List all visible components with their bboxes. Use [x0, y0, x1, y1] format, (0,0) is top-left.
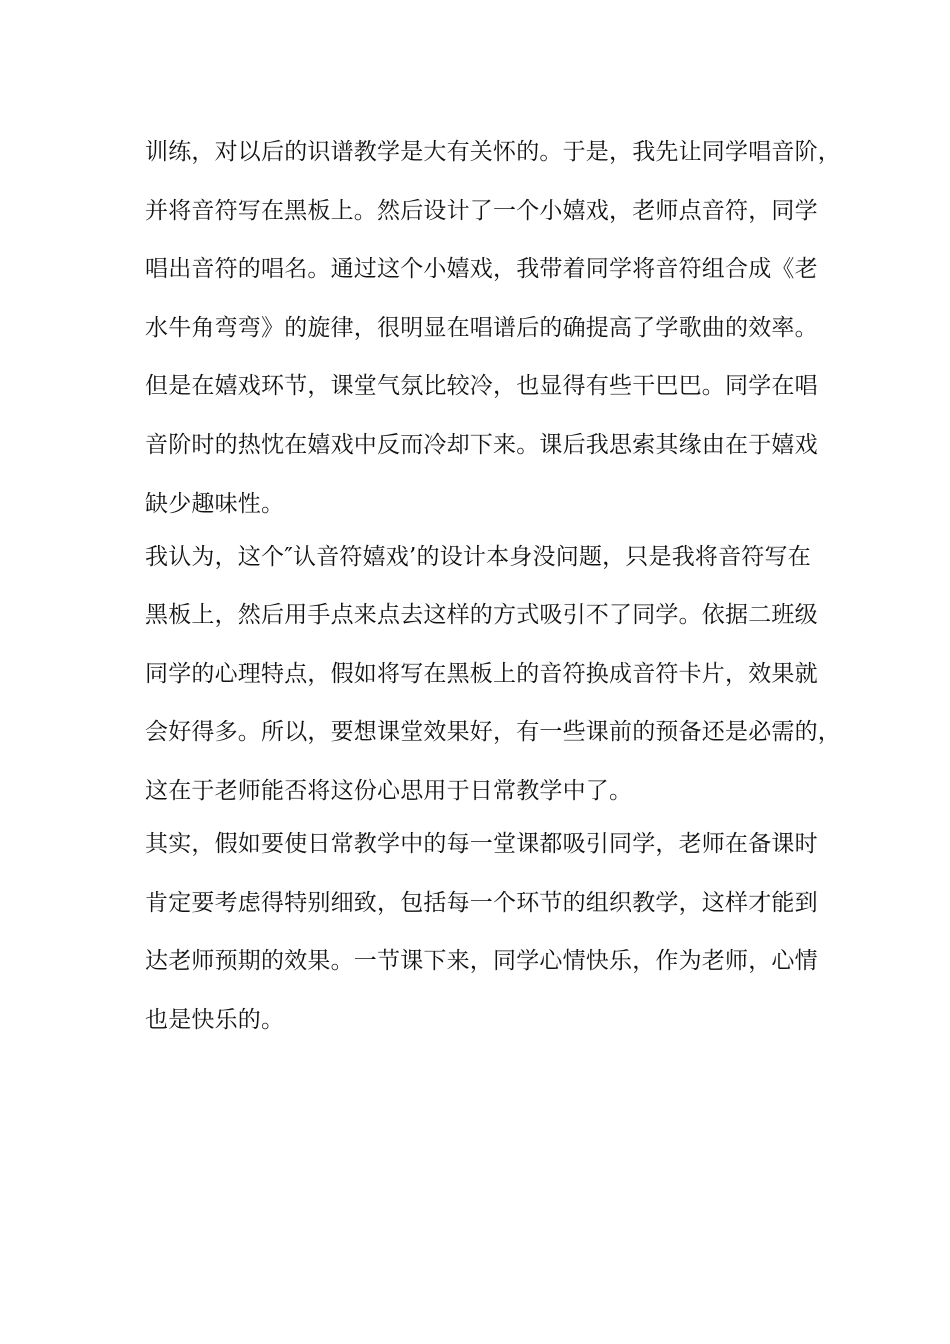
text-line: 黑板上，然后用手点来点去这样的方式吸引不了同学。依据二班级 — [145, 602, 818, 629]
text-line: 这在于老师能否将这份心思用于日常教学中了。 — [145, 777, 633, 804]
text-line: 唱出音符的唱名。通过这个小嬉戏，我带着同学将音符组合成《老 — [145, 256, 818, 283]
text-line: 但是在嬉戏环节，课堂气氛比较冷，也显得有些干巴巴。同学在唱 — [145, 373, 818, 400]
text-line: 并将音符写在黑板上。然后设计了一个小嬉戏，老师点音符，同学 — [145, 197, 818, 224]
text-line: 训练，对以后的识谱教学是大有关怀的。于是，我先让同学唱音阶， — [145, 139, 841, 165]
text-line: 肯定要考虑得特别细致，包括每一个环节的组织教学，这样才能到 — [145, 889, 818, 916]
paragraph-3 — [145, 822, 835, 1056]
document-body — [145, 130, 841, 1056]
text-line: 也是快乐的。 — [145, 1006, 285, 1033]
text-line: 达老师预期的效果。一节课下来，同学心情快乐，作为老师，心情 — [145, 948, 818, 975]
text-line: 会好得多。所以，要想课堂效果好，有一些课前的预备还是必需的， — [145, 719, 841, 746]
text-line: 缺少趣味性。 — [145, 490, 285, 517]
text-line: 其实，假如要使日常教学中的每一堂课都吸引同学，老师在备课时 — [145, 830, 818, 857]
paragraph-1 — [145, 130, 841, 535]
paragraph-2 — [145, 535, 841, 822]
text-line: 音阶时的热忱在嬉戏中反而冷却下来。课后我思索其缘由在于嬉戏 — [145, 431, 818, 458]
text-line: 我认为，这个″认音符嬉戏’的设计本身没问题，只是我将音符写在 — [145, 543, 811, 570]
text-line: 水牛角弯弯》的旋律，很明显在唱谱后的确提高了学歌曲的效率。 — [145, 314, 818, 341]
text-line: 同学的心理特点，假如将写在黑板上的音符换成音符卡片，效果就 — [145, 660, 818, 687]
